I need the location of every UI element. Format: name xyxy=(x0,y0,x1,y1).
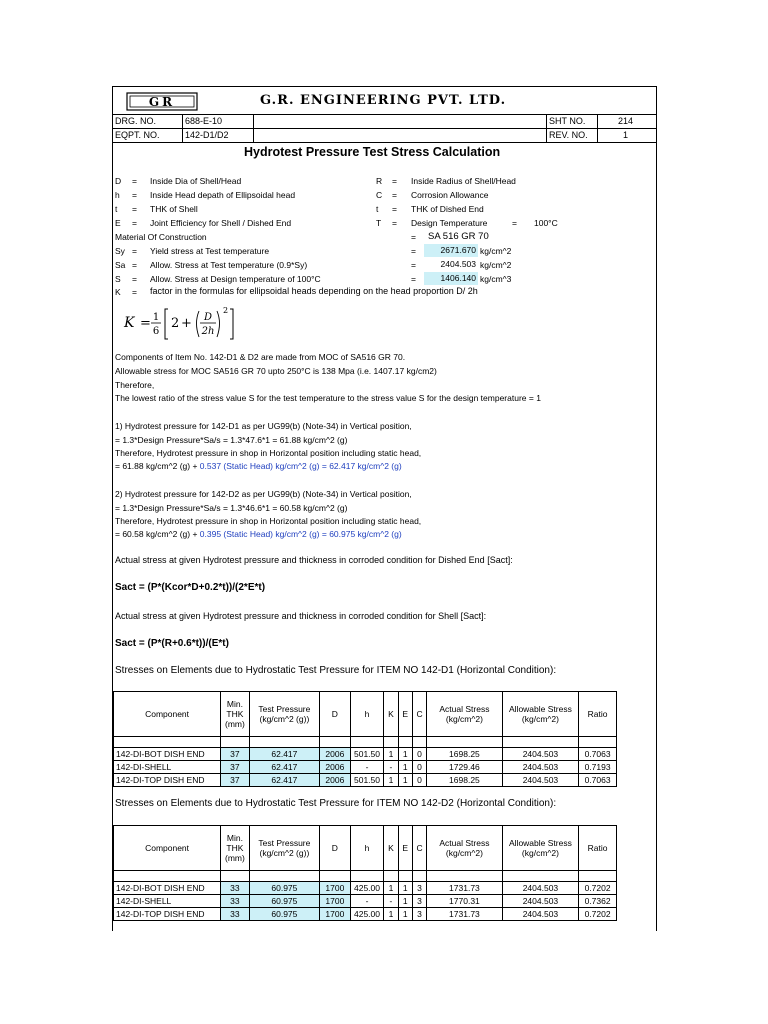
cell: 1 xyxy=(398,882,412,895)
rev-value: 1 xyxy=(623,130,629,140)
legend-eq: = xyxy=(132,176,137,186)
text-line: Therefore, xyxy=(115,380,155,390)
col-header: Ratio xyxy=(579,692,617,737)
cell: - xyxy=(350,761,384,774)
k-text: factor in the formulas for ellipsoidal heads depending on the head proportion D/ 2h xyxy=(150,286,478,296)
prop-sym: Sy xyxy=(115,246,125,256)
prop-eq2: = xyxy=(411,260,416,270)
cell: 1 xyxy=(384,908,398,921)
cell: 1731.73 xyxy=(427,908,503,921)
svg-text:GR: GR xyxy=(148,95,176,109)
cell: 142-DI-TOP DISH END xyxy=(114,908,221,921)
hydro2-line xyxy=(115,529,402,539)
cell: 2006 xyxy=(320,774,351,787)
formula-2h: 2h xyxy=(201,326,215,337)
prop-unit: kg/cm^2 xyxy=(480,260,512,270)
drg-label: DRG. NO. xyxy=(115,116,157,126)
table-row xyxy=(114,882,617,895)
legend-text: Design Temperature xyxy=(411,218,488,228)
eqpt-label: EQPT. NO. xyxy=(115,130,160,140)
sact-shell-note: Actual stress at given Hydrotest pressure and thickness in corroded condition for Shell [Sact]: xyxy=(115,611,487,621)
col-header: D xyxy=(320,826,351,871)
formula-plus: + xyxy=(181,316,192,331)
prop-value: 2671.670 xyxy=(424,244,478,257)
cell: 37 xyxy=(221,774,250,787)
sht-label: SHT NO. xyxy=(549,116,586,126)
page-title: Hydrotest Pressure Test Stress Calculation xyxy=(244,145,501,159)
hydro1-line: Therefore, Hydrotest pressure in shop in Horizontal position including static head, xyxy=(115,448,422,458)
prop-text: Allow. Stress at Design temperature of 100°C xyxy=(150,274,321,284)
k-formula xyxy=(120,303,250,343)
legend-sym: t xyxy=(115,204,118,214)
table-row xyxy=(114,895,617,908)
cell: 0.7063 xyxy=(579,748,617,761)
col-header: C xyxy=(412,826,426,871)
legend-text: Inside Head depath of Ellipsoidal head xyxy=(150,190,296,200)
formula-one: 1 xyxy=(152,312,160,323)
cell: 0 xyxy=(412,774,426,787)
cell: 37 xyxy=(221,761,250,774)
drg-value: 688-E-10 xyxy=(185,116,223,126)
hydro1-line: = 1.3*Design Pressure*Sa/s = 1.3*47.6*1 = 61.88 kg/cm^2 (g) xyxy=(115,435,348,445)
hydro2-static-head: 0.395 (Static Head) kg/cm^2 (g) = 60.975 kg/cm^2 (g) xyxy=(199,529,402,539)
cell: - xyxy=(384,761,398,774)
cell: 2006 xyxy=(320,761,351,774)
prop-text: Yield stress at Test temperature xyxy=(150,246,270,256)
hydro1-line xyxy=(115,461,402,471)
legend-sym: C xyxy=(376,190,383,200)
cell: 0.7362 xyxy=(579,895,617,908)
legend-eq: = xyxy=(392,204,397,214)
stress-table-d1 xyxy=(113,691,617,787)
col-header: C xyxy=(412,692,426,737)
col-header: Test Pressure (kg/cm^2 (g)) xyxy=(249,692,319,737)
hydro1-base: = 61.88 kg/cm^2 (g) + xyxy=(115,461,200,471)
col-header: E xyxy=(398,692,412,737)
cell: 142-DI-BOT DISH END xyxy=(114,748,221,761)
cell: 37 xyxy=(221,748,250,761)
col-header: h xyxy=(350,692,384,737)
legend-sym: D xyxy=(115,176,122,186)
sht-value: 214 xyxy=(618,116,634,126)
legend-text: Corrosion Allowance xyxy=(411,190,489,200)
cell: 60.975 xyxy=(249,895,319,908)
cell: 2404.503 xyxy=(502,908,579,921)
header-divider xyxy=(112,142,656,143)
prop-eq2: = xyxy=(411,246,416,256)
prop-value: 1406.140 xyxy=(424,272,478,285)
cell: 33 xyxy=(221,882,250,895)
table1-title: Stresses on Elements due to Hydrostatic Test Pressure for ITEM NO 142-D1 (Horizontal Condition): xyxy=(115,665,557,676)
cell: 1 xyxy=(384,774,398,787)
cell: - xyxy=(384,895,398,908)
cell: 425.00 xyxy=(350,882,384,895)
sact-dish-formula: Sact = (P*(Kcor*D+0.2*t))/(2*E*t) xyxy=(115,582,266,593)
formula-six: 6 xyxy=(152,326,160,337)
legend-sym: T xyxy=(376,218,382,228)
col-header: Allowable Stress (kg/cm^2) xyxy=(502,692,579,737)
cell: 142-DI-TOP DISH END xyxy=(114,774,221,787)
prop-unit: kg/cm^2 xyxy=(480,246,512,256)
legend-text: Inside Radius of Shell/Head xyxy=(411,176,516,186)
cell: 3 xyxy=(412,882,426,895)
cell: 62.417 xyxy=(249,761,319,774)
cell: 501.50 xyxy=(350,748,384,761)
material-value: SA 516 GR 70 xyxy=(428,231,489,242)
col-header: D xyxy=(320,692,351,737)
cell: 60.975 xyxy=(249,908,319,921)
legend-eq: = xyxy=(132,218,137,228)
hydro2-line: = 1.3*Design Pressure*Sa/s = 1.3*46.6*1 = 60.58 kg/cm^2 (g) xyxy=(115,503,348,513)
header-divider xyxy=(253,114,254,142)
stress-table-d2 xyxy=(113,825,617,921)
cell: 60.975 xyxy=(249,882,319,895)
cell: 1 xyxy=(398,774,412,787)
k-eq: = xyxy=(132,287,137,297)
formula-eq: = xyxy=(140,316,151,331)
prop-eq: = xyxy=(132,246,137,256)
col-header: Component xyxy=(114,826,221,871)
cell: 62.417 xyxy=(249,774,319,787)
cell: 1698.25 xyxy=(427,748,503,761)
hydro2-line: 2) Hydrotest pressure for 142-D2 as per UG99(b) (Note-34) in Vertical position, xyxy=(115,489,412,499)
eqpt-value: 142-D1/D2 xyxy=(185,130,229,140)
cell: 62.417 xyxy=(249,748,319,761)
text-line: Components of Item No. 142-D1 & D2 are made from MOC of SA516 GR 70. xyxy=(115,352,406,362)
hydro2-line: Therefore, Hydrotest pressure in shop in Horizontal position including static head, xyxy=(115,516,422,526)
cell: 2404.503 xyxy=(502,761,579,774)
cell: 1698.25 xyxy=(427,774,503,787)
cell: 142-DI-SHELL xyxy=(114,895,221,908)
text-line: The lowest ratio of the stress value S for the test temperature to the stress value S for the design temperature = 1 xyxy=(115,393,541,403)
prop-eq: = xyxy=(132,274,137,284)
col-header: K xyxy=(384,692,398,737)
legend-sym: t xyxy=(376,204,379,214)
cell: 1 xyxy=(398,908,412,921)
design-temp-eq: = xyxy=(512,218,517,228)
legend-sym: R xyxy=(376,176,383,186)
cell: 33 xyxy=(221,895,250,908)
cell: 0 xyxy=(412,748,426,761)
legend-eq: = xyxy=(392,218,397,228)
k-sym: K xyxy=(115,287,121,297)
legend-eq: = xyxy=(392,176,397,186)
cell: 1700 xyxy=(320,882,351,895)
cell: 3 xyxy=(412,895,426,908)
cell: - xyxy=(350,895,384,908)
prop-unit: kg/cm^3 xyxy=(480,274,512,284)
formula-two: 2 xyxy=(171,316,180,331)
legend-eq: = xyxy=(132,190,137,200)
cell: 0.7193 xyxy=(579,761,617,774)
legend-text: Joint Efficiency for Shell / Dished End xyxy=(150,218,292,228)
cell: 1 xyxy=(398,895,412,908)
cell: 1 xyxy=(384,748,398,761)
cell: 2404.503 xyxy=(502,895,579,908)
cell: 1700 xyxy=(320,908,351,921)
cell: 1700 xyxy=(320,895,351,908)
cell: 0.7202 xyxy=(579,908,617,921)
cell: 142-DI-BOT DISH END xyxy=(114,882,221,895)
sact-shell-formula: Sact = (P*(R+0.6*t))/(E*t) xyxy=(115,638,229,649)
cell: 1 xyxy=(384,882,398,895)
col-header: h xyxy=(350,826,384,871)
table-row xyxy=(114,908,617,921)
prop-eq2: = xyxy=(411,274,416,284)
design-temp-value: 100°C xyxy=(534,218,558,228)
legend-text: Inside Dia of Shell/Head xyxy=(150,176,242,186)
material-label: Material Of Construction xyxy=(115,232,207,242)
col-header: Actual Stress (kg/cm^2) xyxy=(427,826,503,871)
legend-eq: = xyxy=(392,190,397,200)
header-divider xyxy=(112,128,656,129)
header-divider xyxy=(546,114,547,142)
cell: 1731.73 xyxy=(427,882,503,895)
header-divider xyxy=(112,114,656,115)
cell: 425.00 xyxy=(350,908,384,921)
col-header: Actual Stress (kg/cm^2) xyxy=(427,692,503,737)
legend-sym: E xyxy=(115,218,121,228)
col-header: Test Pressure (kg/cm^2 (g)) xyxy=(249,826,319,871)
cell: 2404.503 xyxy=(502,748,579,761)
legend-text: THK of Dished End xyxy=(411,204,484,214)
formula-d: D xyxy=(203,312,213,323)
col-header: Allowable Stress (kg/cm^2) xyxy=(502,826,579,871)
table-row xyxy=(114,748,617,761)
prop-sym: S xyxy=(115,274,121,284)
cell: 2404.503 xyxy=(502,882,579,895)
col-header: K xyxy=(384,826,398,871)
prop-value: 2404.503 xyxy=(440,259,476,269)
hydro1-static-head: 0.537 (Static Head) kg/cm^2 (g) = 62.417 kg/cm^2 (g) xyxy=(199,461,402,471)
rev-label: REV. NO. xyxy=(549,130,588,140)
prop-sym: Sa xyxy=(115,260,126,270)
cell: 3 xyxy=(412,908,426,921)
hydro1-line: 1) Hydrotest pressure for 142-D1 as per UG99(b) (Note-34) in Vertical position, xyxy=(115,421,412,431)
sact-dish-note: Actual stress at given Hydrotest pressure and thickness in corroded condition for Dished End [Sact]: xyxy=(115,555,513,565)
cell: 0 xyxy=(412,761,426,774)
cell: 1 xyxy=(398,761,412,774)
table-row xyxy=(114,774,617,787)
legend-sym: h xyxy=(115,190,120,200)
col-header: Min. THK (mm) xyxy=(221,692,250,737)
col-header: Ratio xyxy=(579,826,617,871)
text-line: Allowable stress for MOC SA516 GR 70 upto 250°C is 138 Mpa (i.e. 1407.17 kg/cm2) xyxy=(115,366,437,376)
cell: 1729.46 xyxy=(427,761,503,774)
col-header: Component xyxy=(114,692,221,737)
cell: 33 xyxy=(221,908,250,921)
formula-k: K xyxy=(124,315,135,331)
table2-title: Stresses on Elements due to Hydrostatic Test Pressure for ITEM NO 142-D2 (Horizontal Condition): xyxy=(115,798,557,809)
material-eq: = xyxy=(411,232,416,242)
company-name: G.R. ENGINEERING PVT. LTD. xyxy=(260,93,507,108)
formula-sq: 2 xyxy=(223,306,229,315)
cell: 0.7202 xyxy=(579,882,617,895)
cell: 1770.31 xyxy=(427,895,503,908)
header-divider xyxy=(182,114,183,142)
prop-text: Allow. Stress at Test temperature (0.9*Sy) xyxy=(150,260,308,270)
hydro2-base: = 60.58 kg/cm^2 (g) + xyxy=(115,529,200,539)
cell: 2404.503 xyxy=(502,774,579,787)
col-header: E xyxy=(398,826,412,871)
cell: 1 xyxy=(398,748,412,761)
cell: 142-DI-SHELL xyxy=(114,761,221,774)
legend-text: THK of Shell xyxy=(150,204,198,214)
legend-eq: = xyxy=(132,204,137,214)
header-divider xyxy=(597,114,598,142)
cell: 501.50 xyxy=(350,774,384,787)
cell: 0.7063 xyxy=(579,774,617,787)
prop-eq: = xyxy=(132,260,137,270)
table-row xyxy=(114,761,617,774)
company-logo xyxy=(126,92,198,111)
cell: 2006 xyxy=(320,748,351,761)
col-header: Min. THK (mm) xyxy=(221,826,250,871)
